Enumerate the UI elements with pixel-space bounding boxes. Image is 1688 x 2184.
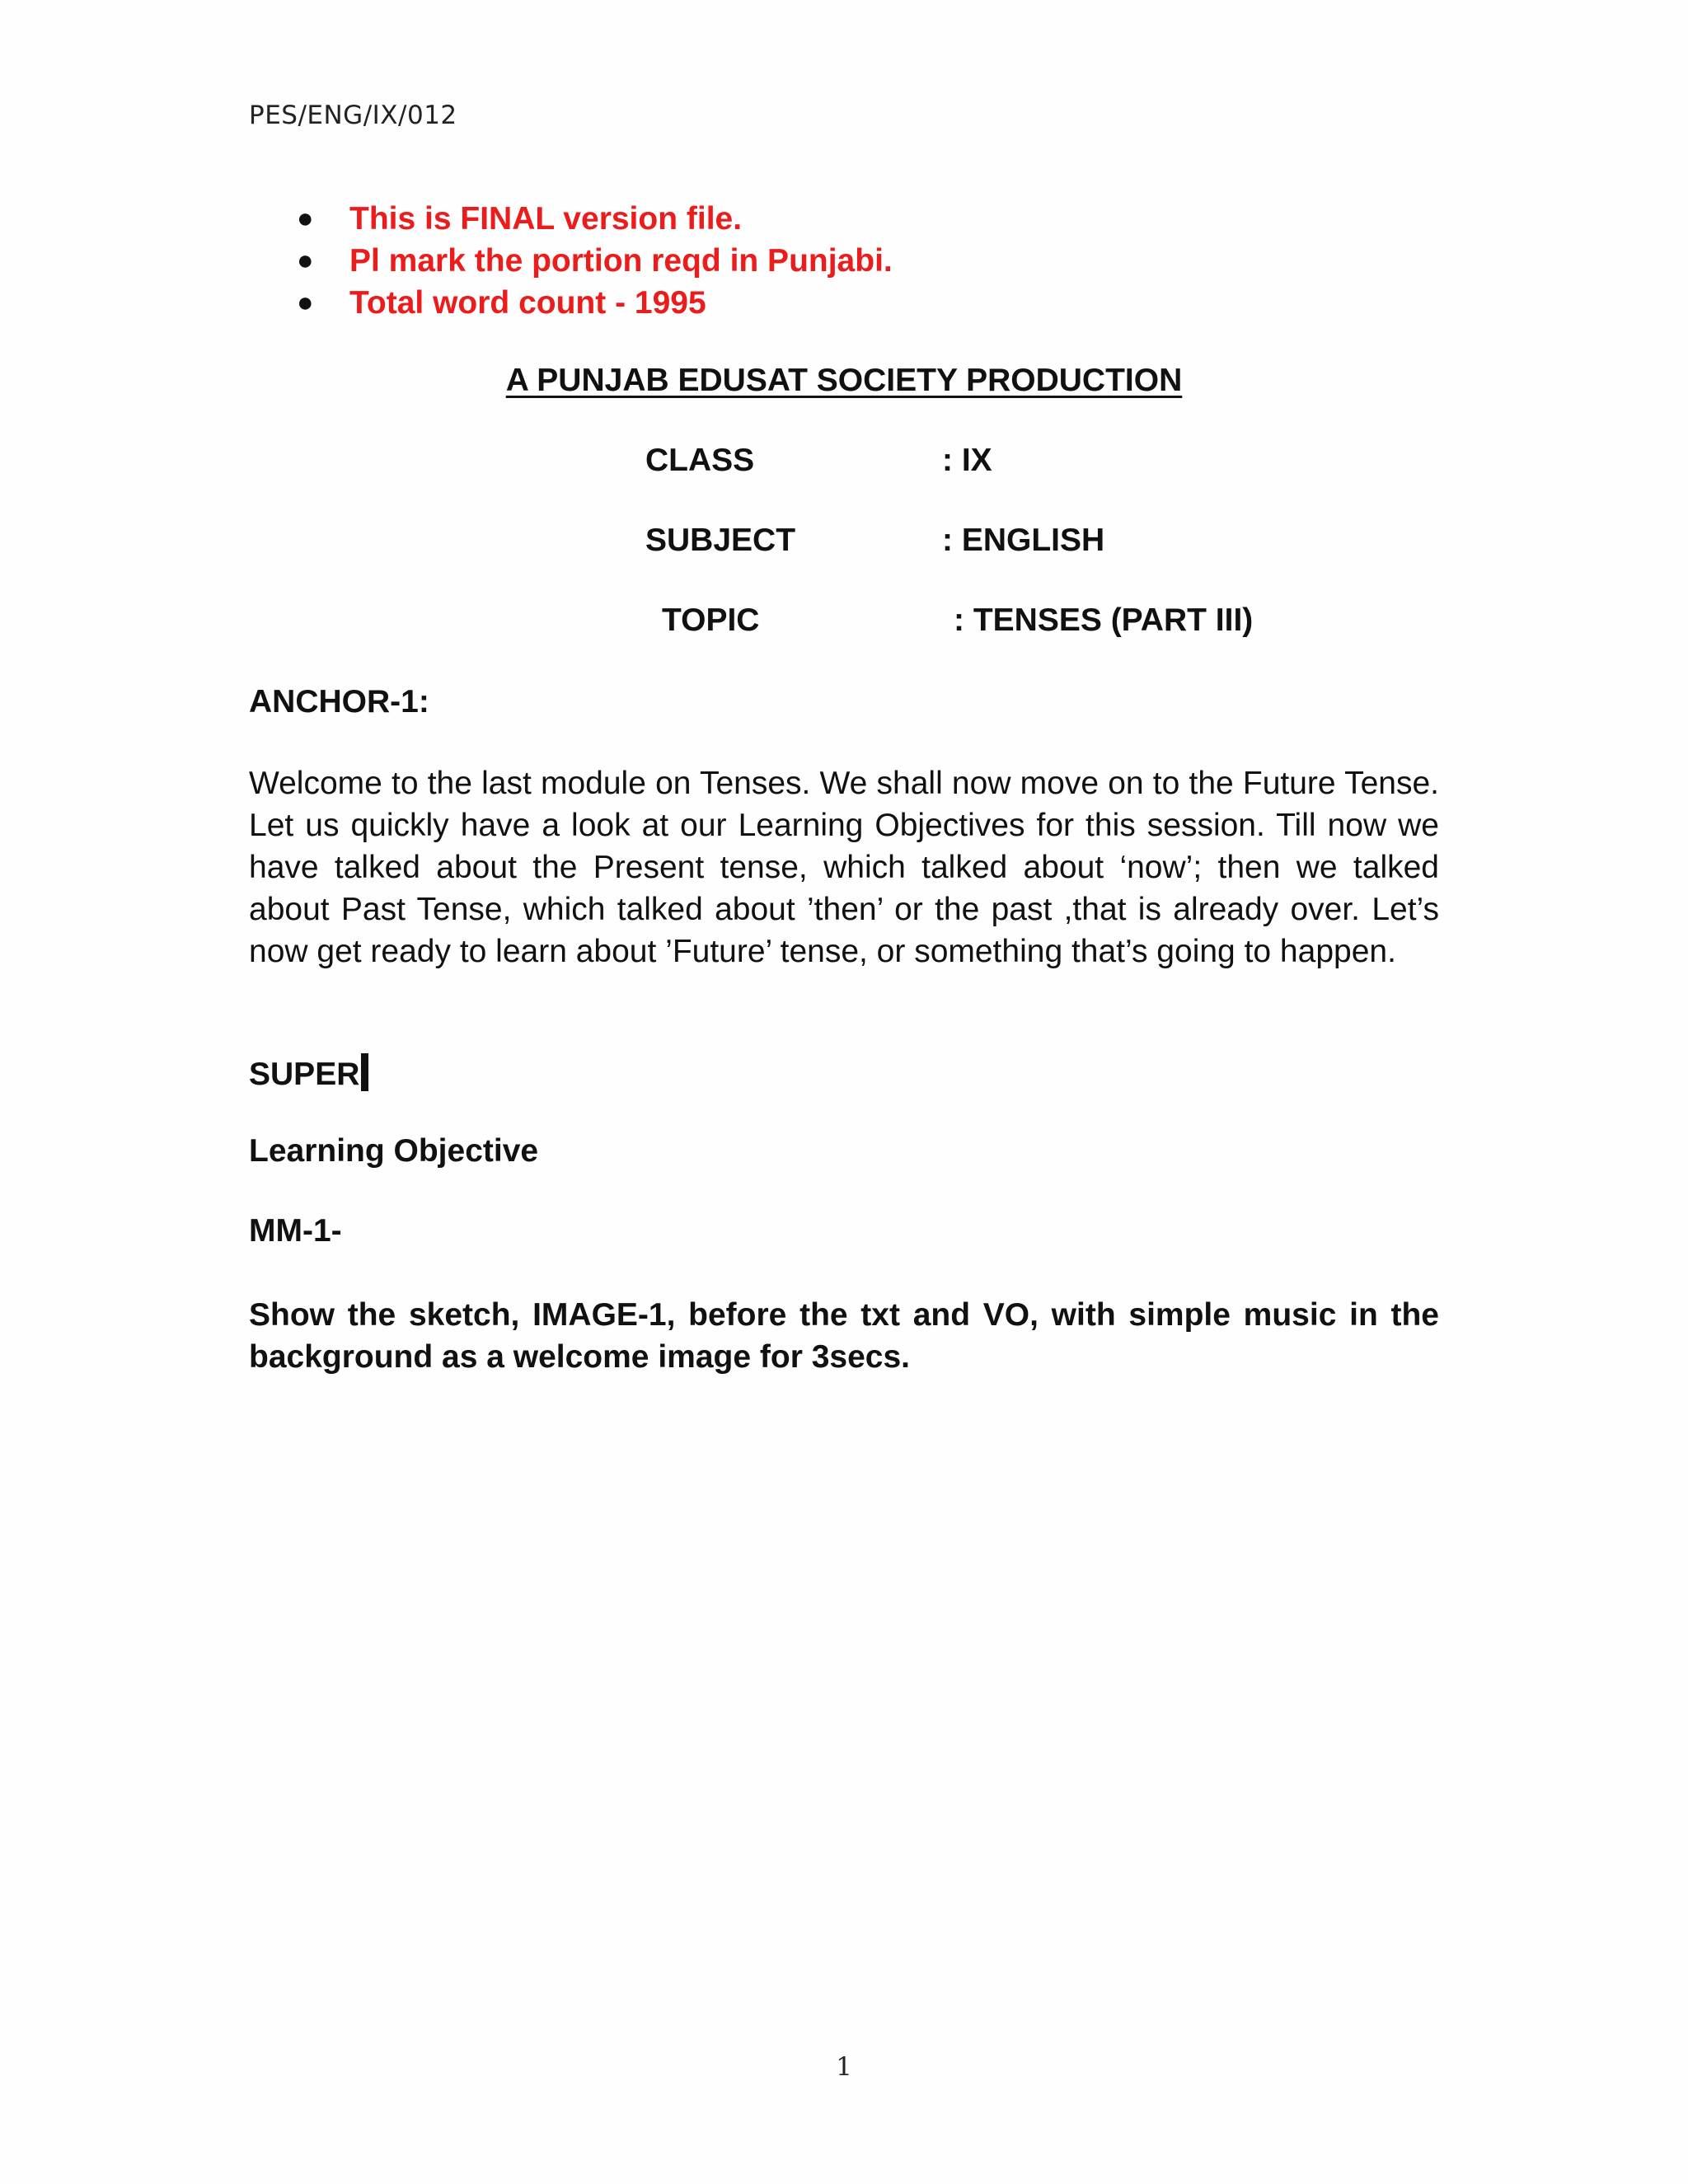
anchor-paragraph: Welcome to the last module on Tenses. We shall now move on to the Future Tense. Let us quickly have a look at our Learning Objectives for this session. Till now we have talked about the Present tense, which talked about ‘now’; then we talked about Past Tense, which talked about ’then’ or the past ,that is already over. Let’s now get ready to learn about ’Future’ tense, or something that’s going to happen. [249, 766, 1439, 969]
bullet-icon: ● [297, 203, 314, 234]
meta-subject-row [0, 523, 1688, 564]
super-heading-text: SUPER [249, 1057, 360, 1092]
learning-objective-heading: Learning Objective [249, 1133, 539, 1169]
note-item [297, 240, 893, 282]
super-heading [249, 1053, 368, 1093]
anchor-heading: ANCHOR-1: [249, 684, 429, 719]
page-number: 1 [836, 2052, 852, 2082]
note-item [297, 282, 893, 324]
note-item [297, 198, 893, 240]
notes-list [297, 198, 893, 324]
note-text: Pl mark the portion reqd in Punjabi. [349, 243, 893, 279]
meta-class-value: : IX [942, 443, 992, 478]
document-code: PES/ENG/IX/012 [249, 101, 457, 130]
meta-topic-value: : TENSES (PART III) [954, 602, 1254, 638]
bullet-icon: ● [297, 245, 314, 276]
mm-heading: MM-1- [249, 1213, 342, 1249]
production-title: A PUNJAB EDUSAT SOCIETY PRODUCTION [505, 363, 1183, 398]
note-text: This is FINAL version file. [349, 201, 743, 237]
text-cursor [361, 1053, 368, 1091]
instruction-paragraph: Show the sketch, IMAGE-1, before the txt and VO, with simple music in the background as a welcome image for 3secs. [249, 1297, 1439, 1375]
note-text: Total word count - 1995 [349, 285, 706, 321]
meta-subject-value: : ENGLISH [942, 523, 1105, 558]
meta-class-label: CLASS [645, 443, 755, 478]
meta-topic-label: TOPIC [662, 602, 760, 638]
meta-subject-label: SUBJECT [645, 523, 796, 558]
meta-topic-row [0, 602, 1688, 644]
bullet-icon: ● [297, 287, 314, 318]
meta-class-row [0, 443, 1688, 484]
